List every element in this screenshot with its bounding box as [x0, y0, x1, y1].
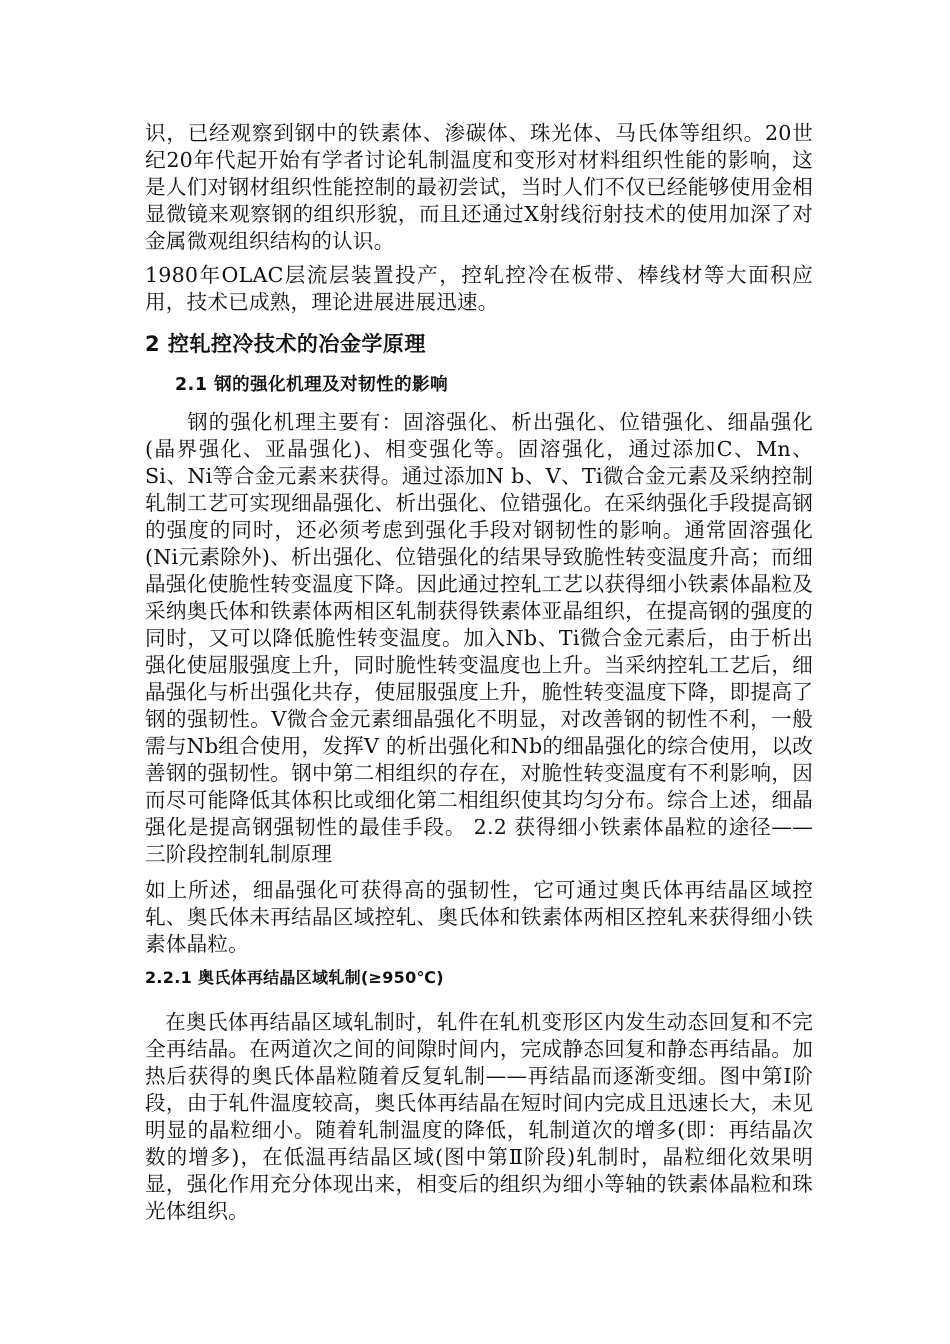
paragraph-olac-1980: 1980年OLAC层流层装置投产，控轧控冷在板带、棒线材等大面积应用，技术已成熟，理论进展进展迅速。	[145, 263, 813, 314]
paragraph-grain-refinement-summary: 如上所述，细晶强化可获得高的强韧性，它可通过奥氏体再结晶区域控轧、奥氏体未再结晶区域控轧、奥氏体和铁素体两相区控轧来获得细小铁素体晶粒。	[145, 878, 813, 956]
section-heading-2-1: 2.1 钢的强化机理及对韧性的影响	[175, 375, 449, 395]
section-heading-2-2-1: 2.2.1 奥氏体再结晶区域轧制(≥950℃)	[145, 968, 444, 987]
paragraph-recrystallization-rolling: 在奥氏体再结晶区域轧制时，轧件在轧机变形区内发生动态回复和不完全再结晶。在两道次之间的间隙时间内，完成静态回复和静态再结晶。加热后获得的奥氏体晶粒随着反复轧制——再结晶而逐渐变细。图中第Ⅰ阶段，由于轧件温度较高，奥氏体再结晶在短时间内完成且迅速长大，未见明显的晶粒细小。随着轧制温度的降低，轧制道次的增多(即：再结晶次数的增多)，在低温再结晶区域(图中第Ⅱ阶段)轧制时，晶粒细化效果明显，强化作用充分体现出来，相变后的组织为细小等轴的铁素体晶粒和珠光体组织。	[145, 1010, 813, 1223]
section-heading-2: 2 控轧控冷技术的冶金学原理	[145, 332, 426, 356]
paragraph-history-1920s: 识，已经观察到钢中的铁素体、渗碳体、珠光体、马氏体等组织。20世纪20年代起开始有学者讨论轧制温度和变形对材料组织性能的影响，这是人们对钢材组织性能控制的最初尝试，当时人们不仅已经能够使用金相显微镜来观察钢的组织形貌，而且还通过X射线衍射技术的使用加深了对金属微观组织结构的认识。	[145, 121, 813, 253]
paragraph-strengthening-mechanisms: 钢的强化机理主要有：固溶强化、析出强化、位错强化、细晶强化(晶界强化、亚晶强化)、相变强化等。固溶强化，通过添加C、Mn、Si、Ni等合金元素来获得。通过添加N b、V、Ti微合金元素及采纳控制轧制工艺可实现细晶强化、析出强化、位错强化。在采纳强化手段提高钢的强度的同时，还必须考虑到强化手段对钢韧性的影响。通常固溶强化(Ni元素除外)、析出强化、位错强化的结果导致脆性转变温度升高；而细晶强化使脆性转变温度下降。因此通过控轧工艺以获得细小铁素体晶粒及采纳奥氏体和铁素体两相区轧制获得铁素体亚晶组织，在提高钢的强度的同时，又可以降低脆性转变温度。加入Nb、Ti微合金元素后，由于析出强化使屈服强度上升，同时脆性转变温度也上升。当采纳控轧工艺后，细晶强化与析出强化共存，使屈服强度上升，脆性转变温度下降，即提高了钢的强韧性。V微合金元素细晶强化不明显，对改善钢的韧性不利，一般需与Nb组合使用，发挥V 的析出强化和Nb的细晶强化的综合使用，以改善钢的强韧性。钢中第二相组织的存在，对脆性转变温度有不利影响，因而尽可能降低其体积比或细化第二相组织使其均匀分布。综合上述，细晶强化是提高钢强韧性的最佳手段。 2.2 获得细小铁素体晶粒的途径——三阶段控制轧制原理	[145, 410, 813, 866]
